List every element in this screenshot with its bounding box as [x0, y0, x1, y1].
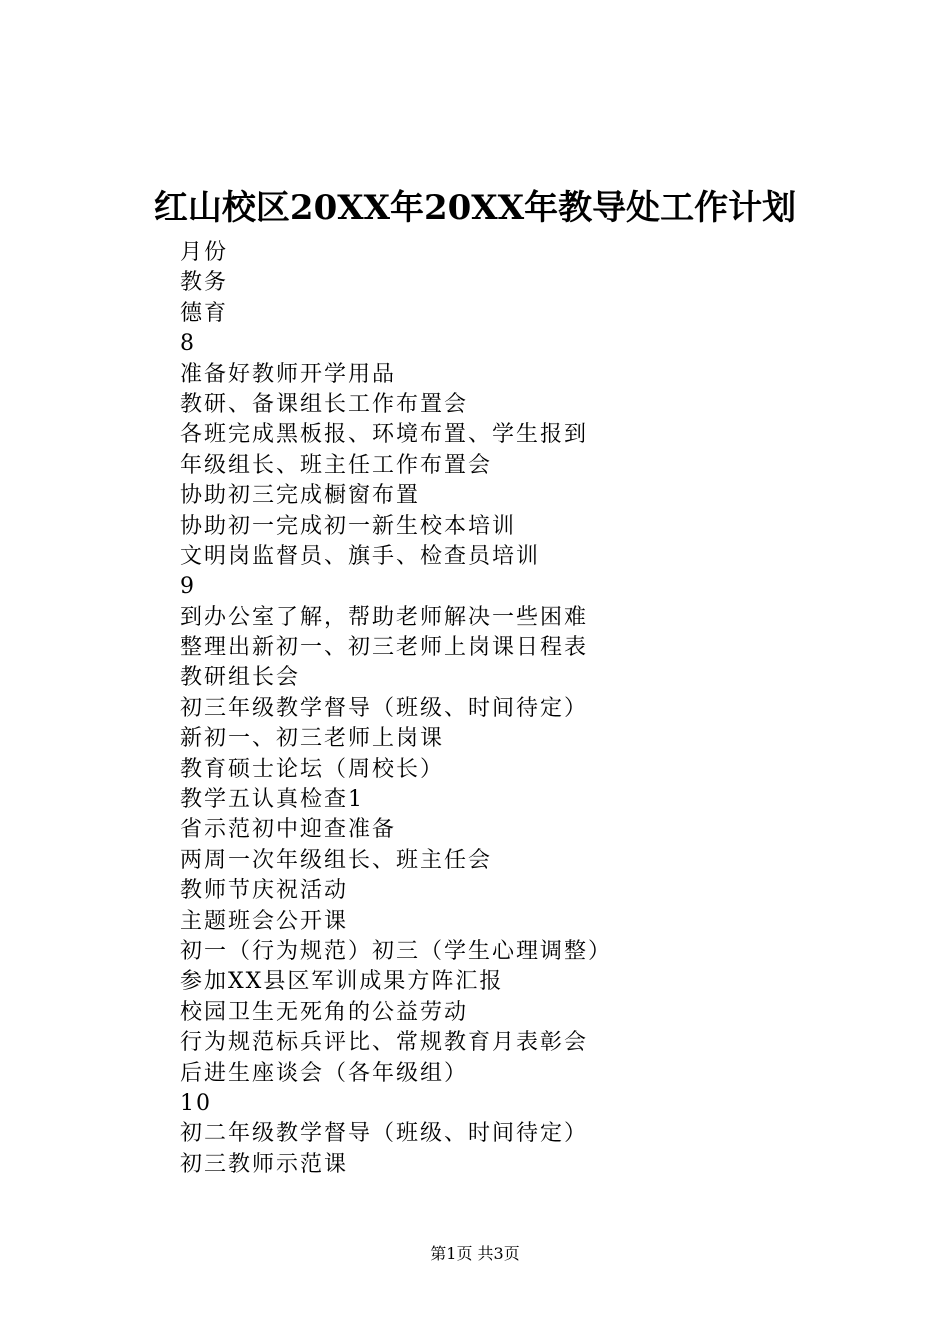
text-line: 教研组长会 — [180, 665, 301, 691]
text-line: 初三教师示范课 — [180, 1151, 349, 1177]
text-line: 后进生座谈会（各年级组） — [180, 1060, 469, 1086]
text-line: 校园卫生无死角的公益劳动 — [180, 999, 469, 1025]
text-line: 8 — [180, 331, 196, 357]
text-line: 教研、备课组长工作布置会 — [180, 391, 469, 417]
text-line: 协助初一完成初一新生校本培训 — [180, 513, 517, 539]
text-line: 初一（行为规范）初三（学生心理调整） — [180, 938, 613, 964]
text-line: 新初一、初三老师上岗课 — [180, 726, 445, 752]
text-line: 教育硕士论坛（周校长） — [180, 756, 445, 782]
document-body — [180, 238, 612, 1180]
text-line: 月份 — [180, 240, 229, 265]
text-line: 初二年级教学督导（班级、时间待定） — [180, 1121, 589, 1147]
text-line: 整理出新初一、初三老师上岗课日程表 — [180, 635, 589, 661]
text-line: 年级组长、班主任工作布置会 — [180, 452, 493, 478]
text-line: 参加XX县区军训成果方阵汇报 — [180, 969, 504, 995]
text-line: 到办公室了解，帮助老师解决一些困难 — [180, 604, 589, 630]
text-line: 教师节庆祝活动 — [180, 878, 349, 904]
text-line: 行为规范标兵评比、常规教育月表彰会 — [180, 1030, 589, 1056]
text-line: 德育 — [180, 300, 229, 326]
text-line: 主题班会公开课 — [180, 908, 349, 934]
text-line: 9 — [180, 574, 196, 600]
text-line: 各班完成黑板报、环境布置、学生报到 — [180, 422, 589, 448]
page-footer: 第1页 共3页 — [430, 1244, 520, 1263]
document-title: 红山校区20XX年20XX年教导处工作计划 — [153, 188, 797, 228]
text-line: 两周一次年级组长、班主任会 — [180, 847, 493, 873]
text-line: 教务 — [180, 270, 229, 296]
text-line: 初三年级教学督导（班级、时间待定） — [180, 695, 589, 721]
text-line: 协助初三完成橱窗布置 — [180, 483, 421, 509]
text-line: 教学五认真检查1 — [180, 787, 364, 813]
text-line: 10 — [180, 1090, 212, 1116]
text-line: 省示范初中迎查准备 — [180, 817, 397, 843]
text-line: 文明岗监督员、旗手、检查员培训 — [180, 543, 541, 569]
text-line: 准备好教师开学用品 — [180, 361, 397, 387]
